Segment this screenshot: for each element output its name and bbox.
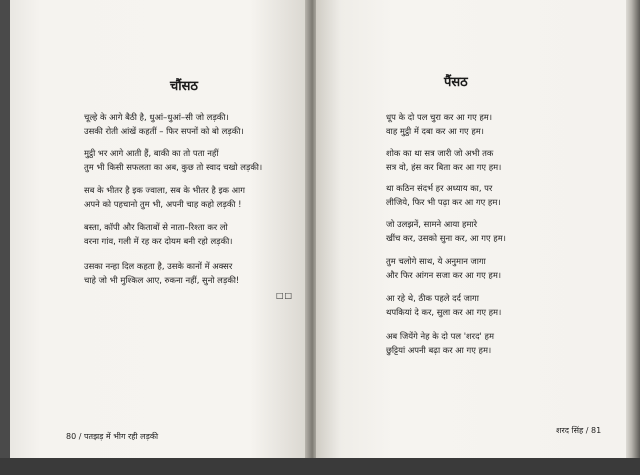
stanza-left-3: [84, 183, 245, 211]
stanza-right-6: [386, 291, 501, 319]
stanza-right-5: [386, 254, 501, 282]
poem-line: धूप के दो पल चुरा कर आ गए हम।: [386, 112, 492, 122]
left-page: [10, 0, 310, 460]
stanza-right-3: [386, 181, 501, 209]
stanza-right-4: [386, 217, 506, 245]
poem-line: बस्ता, कॉपी और किताबों से नाता–रिश्ता कर लो: [84, 222, 228, 232]
stanza-left-1: [84, 110, 244, 138]
poem-line: थपकियां दे कर, सुला कर आ गए हम।: [386, 307, 502, 317]
stanza-right-7: [386, 329, 494, 357]
poem-line: था कठिन संदर्भ हर अध्याय का, पर: [386, 183, 493, 193]
right-page: [316, 0, 626, 460]
poem-title-right: पैंसठ: [444, 75, 468, 90]
end-of-poem-mark: □□: [276, 291, 294, 300]
poem-line: शोक का था सत्र जारी जो अभी तक: [386, 148, 494, 158]
page-stack-edge: [626, 0, 640, 475]
poem-line: मुट्ठी भर आगे आती हैं, बाकी का तो पता नहीं: [84, 148, 219, 158]
stanza-left-5: [84, 259, 239, 287]
poem-line: अपने को पहचानो तुम भी, अपनी चाह कहो लड़की !: [84, 199, 242, 209]
poem-line: उसकी रोती आंखें कहतीं – फिर सपनों को बो लड़की।: [84, 126, 244, 136]
poem-title-left: चौंसठ: [170, 79, 198, 94]
stanza-right-2: [386, 146, 501, 174]
poem-line: तुम चलोगे साथ, ये अनुमान जागा: [386, 256, 486, 266]
poem-line: और फिर आंगन सजा कर आ गए हम।: [386, 270, 502, 280]
poem-line: छुट्टियां अपनी बढ़ा कर आ गए हम।: [386, 345, 492, 355]
scan-bottom-edge: [0, 458, 640, 475]
poem-line: अब जियेंगे नेह के दो पल 'शरद' हम: [386, 331, 494, 341]
stanza-left-4: [84, 220, 232, 248]
poem-line: वाह मुट्ठी में दबा कर आ गए हम।: [386, 126, 484, 136]
poem-line: लीजिये, फिर भी पढ़ा कर आ गए हम।: [386, 197, 501, 207]
poem-line: खींच कर, उसको सुना कर, आ गए हम।: [386, 233, 506, 243]
poem-line: वरना गांव, गली में रह कर दोयम बनी रहो लड़की।: [84, 236, 233, 246]
poem-line: तुम भी किसी सफलता का अब, कुछ तो स्वाद चखो लड़की।: [84, 162, 263, 172]
poem-line: चाहे जो भी मुश्किल आए, रुकना नहीं, सुनो लड़की!: [84, 275, 240, 285]
poem-line: चूल्हे के आगे बैठी है, धुआं–धुआं–सी जो लड़की।: [84, 112, 229, 122]
poem-line: सत्र वो, हंस कर बिता कर आ गए हम।: [386, 162, 502, 172]
poem-line: सब के भीतर है इक ज्वाला, सब के भीतर है इक आग: [84, 185, 245, 195]
poem-line: जो उलझनें, सामने आया हमारे: [386, 219, 478, 229]
page-footer-left: 80 / पतझड़ में भीग रही लड़की: [66, 432, 159, 441]
stanza-right-1: [386, 110, 492, 138]
stanza-left-2: [84, 146, 262, 174]
poem-line: आ रहे थे, ठीक पहले दर्द जागा: [386, 293, 479, 303]
page-footer-right: शरद सिंह / 81: [556, 426, 602, 435]
poem-line: उसका नन्हा दिल कहता है, उसके कानों में अक्सर: [84, 261, 233, 271]
